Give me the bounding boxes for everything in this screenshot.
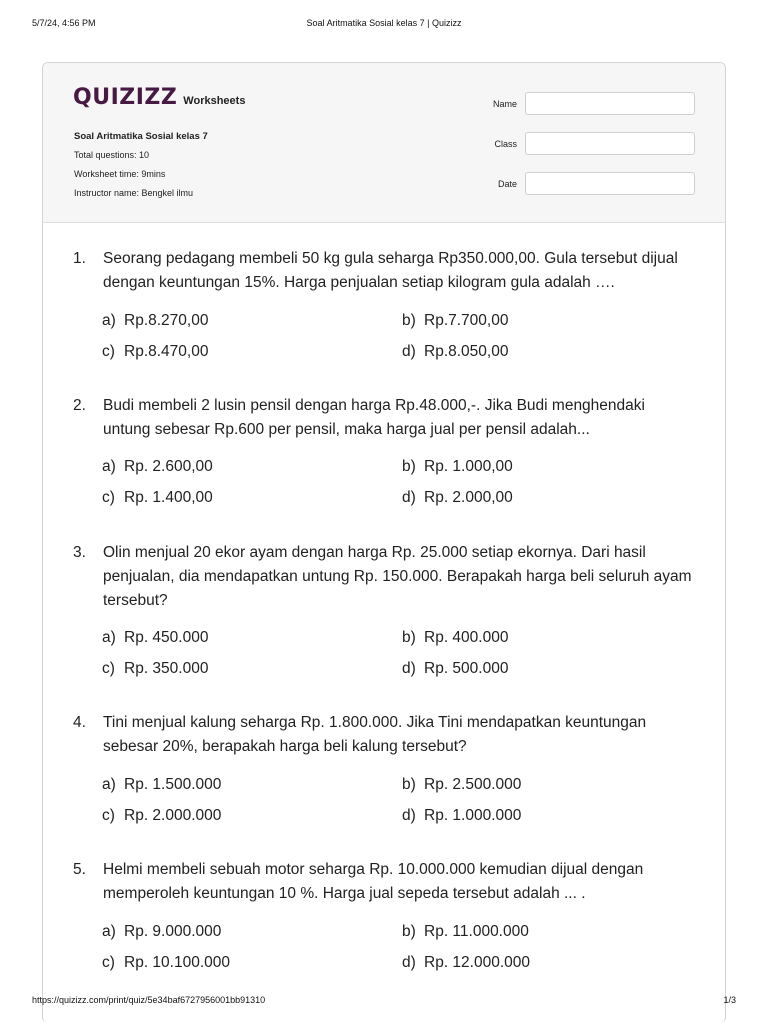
question-number: 5.: [73, 861, 86, 878]
date-field-row: [467, 172, 695, 195]
option-4c: c) Rp. 2.000.000: [102, 807, 222, 824]
question-text: Olin menjual 20 ekor ayam dengan harga Rp. 25.000 setiap ekornya. Dari hasil penjualan, dia mendapatkan untung Rp. 150.000. Berapakah harga beli seluruh ayam tersebut?: [103, 544, 692, 609]
name-label: Name: [492, 98, 517, 109]
option-2a: a) Rp. 2.600,00: [102, 458, 213, 475]
option-1a: a) Rp.8.270,00: [102, 312, 209, 329]
option-5d: d) Rp. 12.000.000: [402, 954, 531, 971]
option-3c: c) Rp. 350.000: [102, 660, 209, 677]
option-5a: a) Rp. 9.000.000: [102, 923, 222, 940]
question-text: Budi membeli 2 lusin pensil dengan harga Rp.48.000,-. Jika Budi menghendaki untung sebesar Rp.600 per pensil, maka harga jual per pensil adalah...: [103, 397, 645, 438]
option-5b: b) Rp. 11.000.000: [402, 923, 529, 940]
date-input[interactable]: [525, 172, 695, 195]
option-1b: b) Rp.7.700,00: [402, 312, 509, 329]
class-label: Class: [494, 138, 517, 149]
total-questions: Total questions: 10: [74, 150, 150, 160]
option-1d: d) Rp.8.050,00: [402, 343, 509, 360]
class-input[interactable]: [525, 132, 695, 155]
worksheet: [42, 62, 726, 1023]
question-2: [73, 394, 695, 442]
option-4a: a) Rp. 1.500.000: [102, 776, 222, 793]
question-number: 1.: [73, 250, 86, 267]
question-text: Tini menjual kalung seharga Rp. 1.800.000. Jika Tini mendapatkan keuntungan sebesar 20%, berapakah harga beli kalung tersebut?: [103, 714, 647, 755]
option-2d: d) Rp. 2.000,00: [402, 489, 513, 506]
option-4b: b) Rp. 2.500.000: [402, 776, 522, 793]
question-number: 2.: [73, 397, 86, 414]
worksheet-time: Worksheet time: 9mins: [74, 169, 166, 179]
logo-subtitle: Worksheets: [183, 95, 246, 107]
logo-text: QUIZIZZ: [73, 85, 178, 110]
quiz-title: Soal Aritmatika Sosial kelas 7: [74, 131, 208, 142]
worksheet-header: [43, 63, 725, 223]
name-input[interactable]: [525, 92, 695, 115]
question-3: [73, 541, 695, 613]
print-datetime: 5/7/24, 4:56 PM: [32, 18, 96, 28]
question-5: [73, 858, 695, 906]
option-3b: b) Rp. 400.000: [402, 629, 509, 646]
instructor-name: Instructor name: Bengkel ilmu: [74, 188, 194, 198]
quiz-meta: [74, 127, 208, 203]
print-page-title: Soal Aritmatika Sosial kelas 7 | Quizizz: [306, 18, 462, 28]
option-2b: b) Rp. 1.000,00: [402, 458, 513, 475]
option-4d: d) Rp. 1.000.000: [402, 807, 522, 824]
option-5c: c) Rp. 10.100.000: [102, 954, 231, 971]
question-4: [73, 711, 695, 759]
date-label: Date: [497, 178, 517, 189]
question-text: Helmi membeli sebuah motor seharga Rp. 10.000.000 kemudian dijual dengan memperoleh keuntungan 10 %. Harga jual sepeda tersebut adalah ... .: [103, 861, 644, 902]
question-number: 3.: [73, 544, 86, 561]
question-text: Seorang pedagang membeli 50 kg gula seharga Rp350.000,00. Gula tersebut dijual dengan keuntungan 15%. Harga penjualan setiap kilogram gula adalah ….: [103, 250, 678, 291]
option-2c: c) Rp. 1.400,00: [102, 489, 213, 506]
name-field-row: [467, 92, 695, 115]
question-number: 4.: [73, 714, 86, 731]
print-page-number: 1/3: [723, 995, 736, 1005]
option-1c: c) Rp.8.470,00: [102, 343, 209, 360]
option-3d: d) Rp. 500.000: [402, 660, 509, 677]
print-url: https://quizizz.com/print/quiz/5e34baf6727956001bb91310: [32, 995, 266, 1005]
option-3a: a) Rp. 450.000: [102, 629, 209, 646]
class-field-row: [467, 132, 695, 155]
quizizz-logo: [73, 85, 245, 110]
question-1: [73, 247, 695, 295]
